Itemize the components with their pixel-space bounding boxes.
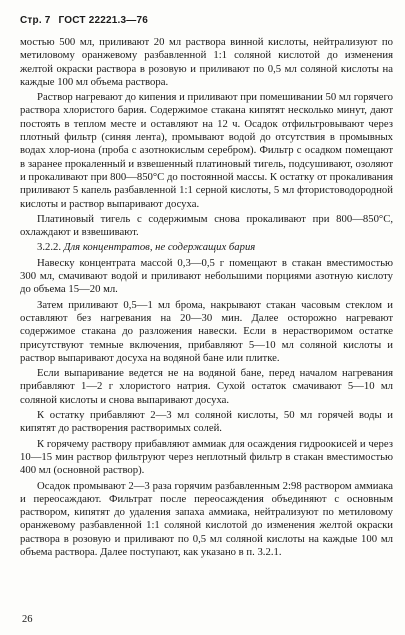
paragraph: Осадок промывают 2—3 раза горячим разбавленным 2:98 раствором аммиака и переосаждают. Фильтрат после переосаждения объединяют с основным раствором, кипятят до удаления запаха аммиака, нейтрализуют по метиловому оранжевому разбавленной 1:1 соляной кислотой до изменения желтой окраски раствора в розовую и приливают по 0,5 мл соляной кислоты на каждые 100 мл объема раствора. Далее поступают, как указано в п. 3.2.1. (20, 479, 393, 558)
paragraph: К остатку прибавляют 2—3 мл соляной кислоты, 50 мл горячей воды и кипятят до растворения растворимых солей. (20, 409, 393, 435)
page-number: 26 (22, 614, 33, 625)
paragraph: Платиновый тигель с содержимым снова прокаливают при 800—850°С, охлаждают и взвешивают. (20, 212, 393, 239)
section-number: 3.2.2. (37, 241, 62, 254)
paragraph: Навеску концентрата массой 0,3—0,5 г помещают в стакан вместимостью 300 мл, смачивают водой и приливают небольшими порциями азотную кислоту до объема 15—20 мл. (20, 256, 393, 296)
paragraph: К горячему раствору прибавляют аммиак для осаждения гидроокисей и через 10—15 мин раствор фильтруют через неплотный фильтр в стакан вместимостью 400 мл (основной раствор). (20, 437, 393, 477)
paragraph: Раствор нагревают до кипения и приливают при помешивании 50 мл горячего раствора хлористого бария. Содержимое стакана кипятят несколько минут, дают постоять в теплом месте и оставляют на 12 ч. Осадок отфильтровывают через плотный фильтр (синяя лента), промывают водой до отсутствия в промывных водах хлор-иона (проба с азотнокислым серебром). Фильтр с осадком помещают в заранее прокаленный и взвешенный платиновый тигель, подсушивают, озоляют и прокаливают при 800—850°С до постоянной массы. К остатку от прокаливания приливают 5 капель разбавленной 1:1 серной кислоты, 5 мл фтористоводородной кислоты и раствор выпаривают досуха. (20, 91, 393, 210)
paragraph: Если выпаривание ведется не на водяной бане, перед началом нагревания прибавляют 1—2 г хлористого натрия. Сухой остаток смачивают 5—10 мл соляной кислоты и снова выпаривают досуха. (20, 367, 393, 406)
section-title: Для концентратов, не содержащих бария (63, 241, 256, 254)
paragraph: Затем приливают 0,5—1 мл брома, накрывают стакан часовым стеклом и оставляют без нагревания на 20—30 мин. Далее осторожно нагревают содержимое стакана до разложения навески. Если в нерастворимом остатке присутствуют темные включения, прибавляют 5—10 мл соляной кислоты и раствор выпаривают досуха на водяной бане или плитке. (20, 298, 393, 364)
page-label: Стр. 7 (20, 15, 51, 26)
section-heading (20, 241, 393, 254)
document-body (20, 36, 393, 561)
standard-label: ГОСТ 22221.3—76 (58, 15, 148, 26)
paragraph: мостью 500 мл, приливают 20 мл раствора винной кислоты, нейтрализуют по метиловому оранжевому разбавленной 1:1 соляной кислотой до изменения желтой окраски раствора в розовую и приливают по 0,5 мл соляной кислоты на каждые 100 мл объема раствора. (20, 36, 393, 88)
page-header (20, 15, 153, 26)
